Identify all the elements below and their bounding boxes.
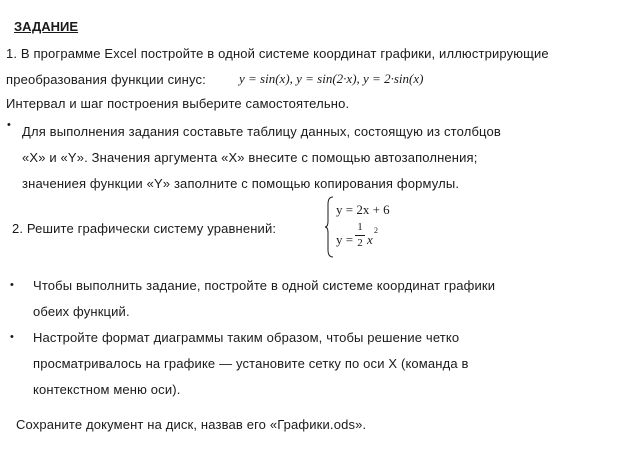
equation-2-exponent: 2 xyxy=(374,226,378,235)
equation-2-denominator: 2 xyxy=(357,237,363,249)
system-brace-icon xyxy=(324,196,334,258)
bullet1-line3: значениея функции «Y» заполните с помощью копирования формулы. xyxy=(22,176,460,191)
equation-2-lhs: y = xyxy=(336,232,354,247)
bullet3-line2: просматривалось на графике — установите сетку по оси X (команда в xyxy=(33,356,469,371)
footer-note: Сохраните документ на диск, назвав его «Графики.ods». xyxy=(16,417,367,432)
bullet1-line2: «X» и «Y». Значения аргумента «X» внесите с помощью автозаполнения; xyxy=(22,150,478,165)
bullet1-line1: Для выполнения задания составьте таблицу данных, состоящую из столбцов xyxy=(22,124,501,139)
bullet3-line3: контекстном меню оси). xyxy=(33,382,181,397)
bullet-marker: • xyxy=(10,331,14,343)
bullet-marker: • xyxy=(7,119,11,131)
bullet2-line2: обеих функций. xyxy=(33,304,130,319)
bullet2-line1: Чтобы выполнить задание, постройте в одной системе координат графики xyxy=(33,278,496,293)
task2-text: 2. Решите графически систему уравнений: xyxy=(12,221,277,236)
equation-2-variable: x xyxy=(367,232,373,247)
equation-2-numerator: 1 xyxy=(357,221,363,233)
equation-1: y = 2x + 6 xyxy=(336,202,390,217)
task1-formula: y = sin(x), y = sin(2·x), y = 2·sin(x) xyxy=(239,71,424,86)
bullet-marker: • xyxy=(10,279,14,291)
page-title: ЗАДАНИЕ xyxy=(14,19,79,34)
fraction-bar xyxy=(355,235,365,236)
bullet3-line1: Настройте формат диаграммы таким образом, чтобы решение четко xyxy=(33,330,460,345)
task1-line3: Интервал и шаг построения выберите самостоятельно. xyxy=(6,96,350,111)
task1-line2: преобразования функции синус: xyxy=(6,72,206,87)
task1-line1: 1. В программе Excel постройте в одной системе координат графики, иллюстрирующие xyxy=(6,46,549,61)
